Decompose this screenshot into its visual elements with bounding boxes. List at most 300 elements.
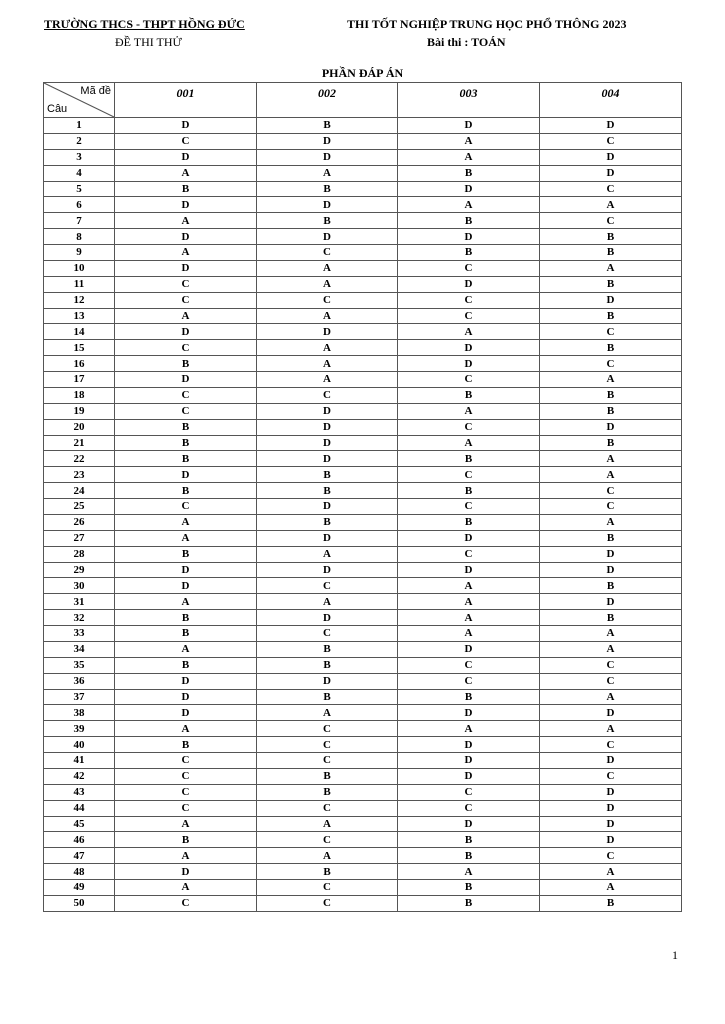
table-row	[44, 689, 682, 705]
corner-label-question: Câu	[47, 103, 68, 115]
school-name: TRƯỜNG THCS - THPT HỒNG ĐỨC	[44, 17, 245, 31]
answer-cell: A	[540, 721, 682, 737]
answer-cell: C	[398, 308, 540, 324]
answer-cell: B	[398, 245, 540, 261]
answer-cell: B	[540, 578, 682, 594]
answer-cell: C	[540, 499, 682, 515]
answer-cell: D	[257, 562, 398, 578]
table-row	[44, 213, 682, 229]
table-row	[44, 149, 682, 165]
question-number: 22	[44, 451, 115, 467]
page-number: 1	[672, 948, 678, 962]
answer-cell: A	[115, 880, 257, 896]
answer-cell: A	[398, 324, 540, 340]
answer-cell: A	[115, 594, 257, 610]
answer-cell: A	[398, 578, 540, 594]
answer-cell: D	[115, 689, 257, 705]
answer-cell: C	[257, 626, 398, 642]
answer-cell: D	[257, 419, 398, 435]
answer-cell: C	[115, 895, 257, 911]
answer-cell: C	[115, 403, 257, 419]
answer-cell: C	[398, 546, 540, 562]
answer-cell: A	[257, 372, 398, 388]
answer-cell: D	[540, 753, 682, 769]
answer-cell: D	[398, 118, 540, 134]
answer-cell: C	[540, 673, 682, 689]
question-number: 16	[44, 356, 115, 372]
question-number: 48	[44, 864, 115, 880]
answer-cell: D	[540, 832, 682, 848]
question-number: 15	[44, 340, 115, 356]
question-number: 20	[44, 419, 115, 435]
answer-cell: B	[540, 308, 682, 324]
code-header: 002	[257, 83, 398, 118]
table-row	[44, 768, 682, 784]
answer-cell: A	[257, 276, 398, 292]
answer-cell: A	[115, 816, 257, 832]
answer-cell: A	[540, 260, 682, 276]
table-row	[44, 356, 682, 372]
question-number: 30	[44, 578, 115, 594]
answer-cell: B	[257, 641, 398, 657]
answer-cell: B	[115, 737, 257, 753]
answer-cell: B	[398, 213, 540, 229]
question-number: 26	[44, 514, 115, 530]
answer-cell: C	[257, 880, 398, 896]
answer-cell: B	[115, 546, 257, 562]
table-row	[44, 816, 682, 832]
table-row	[44, 403, 682, 419]
table-row	[44, 832, 682, 848]
table-row	[44, 562, 682, 578]
table-row	[44, 308, 682, 324]
answer-cell: A	[540, 451, 682, 467]
section-title: PHẦN ĐÁP ÁN	[321, 66, 404, 80]
exam-type: ĐỀ THI THỬ	[115, 35, 182, 49]
question-number: 5	[44, 181, 115, 197]
answer-cell: C	[257, 721, 398, 737]
answer-cell: C	[540, 324, 682, 340]
answer-cell: C	[540, 181, 682, 197]
table-row	[44, 499, 682, 515]
table-row	[44, 594, 682, 610]
table-row	[44, 229, 682, 245]
answer-cell: B	[257, 181, 398, 197]
answer-cell: B	[115, 435, 257, 451]
table-row	[44, 245, 682, 261]
question-number: 21	[44, 435, 115, 451]
answer-cell: C	[398, 499, 540, 515]
answer-cell: B	[398, 451, 540, 467]
answer-cell: D	[115, 864, 257, 880]
answer-cell: D	[257, 324, 398, 340]
answer-cell: D	[115, 229, 257, 245]
answer-cell: D	[398, 705, 540, 721]
answer-cell: D	[257, 403, 398, 419]
table-row	[44, 895, 682, 911]
answer-cell: D	[540, 118, 682, 134]
answer-cell: C	[257, 832, 398, 848]
answer-cell: B	[257, 514, 398, 530]
answer-cell: B	[540, 276, 682, 292]
table-row	[44, 800, 682, 816]
answer-cell: D	[540, 816, 682, 832]
question-number: 33	[44, 626, 115, 642]
question-number: 18	[44, 387, 115, 403]
answer-cell: A	[257, 816, 398, 832]
answer-cell: D	[540, 546, 682, 562]
answer-cell: B	[398, 880, 540, 896]
table-row	[44, 848, 682, 864]
table-row	[44, 610, 682, 626]
table-row	[44, 578, 682, 594]
answer-cell: A	[115, 165, 257, 181]
answer-cell: B	[115, 626, 257, 642]
answer-cell: B	[115, 832, 257, 848]
answer-cell: D	[540, 800, 682, 816]
answer-cell: D	[540, 149, 682, 165]
question-number: 43	[44, 784, 115, 800]
answer-cell: C	[540, 483, 682, 499]
answer-cell: D	[257, 149, 398, 165]
answer-cell: D	[115, 372, 257, 388]
answer-cell: C	[257, 245, 398, 261]
table-row	[44, 864, 682, 880]
answer-cell: A	[398, 626, 540, 642]
answer-cell: A	[540, 641, 682, 657]
table-row	[44, 514, 682, 530]
question-number: 2	[44, 133, 115, 149]
question-number: 37	[44, 689, 115, 705]
answer-cell: D	[398, 340, 540, 356]
answer-cell: A	[398, 197, 540, 213]
answer-body	[44, 118, 682, 912]
answer-cell: A	[398, 864, 540, 880]
table-row	[44, 721, 682, 737]
question-number: 35	[44, 657, 115, 673]
question-number: 40	[44, 737, 115, 753]
answer-key-table	[43, 82, 682, 912]
answer-cell: C	[115, 340, 257, 356]
table-row	[44, 673, 682, 689]
question-number: 23	[44, 467, 115, 483]
answer-cell: A	[257, 340, 398, 356]
answer-cell: B	[257, 784, 398, 800]
question-number: 3	[44, 149, 115, 165]
answer-cell: B	[540, 895, 682, 911]
question-number: 42	[44, 768, 115, 784]
table-row	[44, 165, 682, 181]
answer-cell: D	[115, 260, 257, 276]
answer-cell: D	[398, 530, 540, 546]
answer-cell: C	[540, 737, 682, 753]
answer-cell: D	[398, 181, 540, 197]
question-number: 38	[44, 705, 115, 721]
table-row	[44, 372, 682, 388]
table-row	[44, 753, 682, 769]
table-row	[44, 292, 682, 308]
answer-cell: A	[398, 149, 540, 165]
question-number: 49	[44, 880, 115, 896]
answer-cell: A	[257, 594, 398, 610]
question-number: 10	[44, 260, 115, 276]
answer-cell: B	[540, 387, 682, 403]
answer-cell: B	[257, 213, 398, 229]
answer-cell: B	[257, 768, 398, 784]
answer-cell: C	[540, 848, 682, 864]
answer-cell: B	[115, 356, 257, 372]
exam-title: THI TỐT NGHIỆP TRUNG HỌC PHỔ THÔNG 2023	[347, 17, 627, 31]
table-row	[44, 435, 682, 451]
answer-cell: C	[257, 578, 398, 594]
answer-cell: C	[398, 657, 540, 673]
answer-cell: D	[115, 149, 257, 165]
answer-cell: C	[540, 356, 682, 372]
answer-cell: B	[257, 467, 398, 483]
table-row	[44, 657, 682, 673]
table-row	[44, 784, 682, 800]
answer-cell: C	[398, 419, 540, 435]
answer-cell: A	[540, 689, 682, 705]
answer-cell: C	[257, 753, 398, 769]
answer-cell: A	[398, 594, 540, 610]
question-number: 41	[44, 753, 115, 769]
answer-cell: A	[115, 530, 257, 546]
answer-cell: C	[398, 784, 540, 800]
question-number: 32	[44, 610, 115, 626]
answer-cell: C	[398, 673, 540, 689]
question-number: 39	[44, 721, 115, 737]
answer-cell: B	[540, 610, 682, 626]
answer-cell: B	[115, 181, 257, 197]
answer-cell: C	[115, 133, 257, 149]
table-row	[44, 419, 682, 435]
answer-cell: B	[540, 530, 682, 546]
answer-cell: D	[540, 594, 682, 610]
answer-cell: D	[540, 165, 682, 181]
answer-cell: A	[540, 864, 682, 880]
answer-cell: D	[398, 276, 540, 292]
answer-cell: C	[115, 800, 257, 816]
answer-cell: D	[115, 467, 257, 483]
question-number: 13	[44, 308, 115, 324]
question-number: 7	[44, 213, 115, 229]
answer-cell: D	[257, 530, 398, 546]
answer-cell: D	[540, 419, 682, 435]
question-number: 11	[44, 276, 115, 292]
answer-cell: C	[398, 260, 540, 276]
table-row	[44, 626, 682, 642]
answer-cell: B	[398, 895, 540, 911]
answer-cell: D	[540, 562, 682, 578]
answer-cell: A	[257, 260, 398, 276]
corner-cell	[44, 83, 115, 118]
answer-cell: D	[398, 753, 540, 769]
answer-cell: A	[115, 641, 257, 657]
answer-cell: C	[398, 800, 540, 816]
question-number: 27	[44, 530, 115, 546]
answer-cell: A	[540, 514, 682, 530]
answer-cell: A	[257, 308, 398, 324]
answer-cell: D	[398, 229, 540, 245]
answer-cell: C	[115, 292, 257, 308]
answer-cell: C	[540, 213, 682, 229]
question-number: 24	[44, 483, 115, 499]
answer-cell: D	[257, 229, 398, 245]
answer-cell: A	[398, 610, 540, 626]
answer-cell: B	[540, 435, 682, 451]
answer-cell: C	[115, 387, 257, 403]
answer-cell: B	[257, 657, 398, 673]
table-row	[44, 880, 682, 896]
answer-cell: D	[257, 499, 398, 515]
answer-cell: D	[398, 816, 540, 832]
question-number: 17	[44, 372, 115, 388]
answer-cell: A	[540, 372, 682, 388]
table-row	[44, 133, 682, 149]
answer-cell: D	[398, 562, 540, 578]
answer-cell: C	[540, 768, 682, 784]
answer-cell: D	[115, 324, 257, 340]
question-number: 47	[44, 848, 115, 864]
answer-cell: B	[398, 514, 540, 530]
answer-cell: C	[115, 499, 257, 515]
answer-cell: A	[540, 197, 682, 213]
answer-cell: D	[115, 578, 257, 594]
answer-cell: D	[540, 784, 682, 800]
answer-cell: A	[540, 626, 682, 642]
question-number: 45	[44, 816, 115, 832]
table-row	[44, 483, 682, 499]
answer-cell: A	[115, 848, 257, 864]
answer-cell: A	[398, 133, 540, 149]
answer-cell: A	[398, 435, 540, 451]
table-row	[44, 530, 682, 546]
table-row	[44, 324, 682, 340]
question-number: 29	[44, 562, 115, 578]
answer-cell: C	[540, 657, 682, 673]
answer-cell: A	[257, 546, 398, 562]
question-number: 19	[44, 403, 115, 419]
answer-cell: C	[398, 292, 540, 308]
answer-cell: A	[540, 880, 682, 896]
answer-cell: C	[257, 292, 398, 308]
code-header: 001	[115, 83, 257, 118]
answer-cell: B	[398, 387, 540, 403]
code-header: 004	[540, 83, 682, 118]
answer-cell: B	[257, 864, 398, 880]
answer-cell: D	[115, 673, 257, 689]
answer-cell: A	[115, 245, 257, 261]
answer-cell: B	[115, 610, 257, 626]
answer-cell: B	[398, 483, 540, 499]
question-number: 1	[44, 118, 115, 134]
question-number: 12	[44, 292, 115, 308]
question-number: 8	[44, 229, 115, 245]
table-row	[44, 467, 682, 483]
answer-cell: D	[398, 768, 540, 784]
table-row	[44, 340, 682, 356]
answer-cell: B	[398, 848, 540, 864]
question-number: 34	[44, 641, 115, 657]
table-row	[44, 260, 682, 276]
answer-cell: D	[257, 197, 398, 213]
answer-cell: C	[257, 737, 398, 753]
question-number: 46	[44, 832, 115, 848]
answer-cell: A	[115, 721, 257, 737]
answer-cell: D	[115, 562, 257, 578]
corner-label-code: Mã đề	[80, 85, 111, 97]
question-number: 9	[44, 245, 115, 261]
question-number: 14	[44, 324, 115, 340]
answer-cell: C	[398, 372, 540, 388]
answer-cell: C	[115, 768, 257, 784]
answer-cell: B	[398, 832, 540, 848]
answer-cell: C	[115, 753, 257, 769]
answer-cell: D	[257, 610, 398, 626]
question-number: 31	[44, 594, 115, 610]
table-row	[44, 387, 682, 403]
answer-cell: D	[540, 292, 682, 308]
question-number: 50	[44, 895, 115, 911]
answer-cell: B	[540, 229, 682, 245]
answer-cell: A	[398, 403, 540, 419]
answer-cell: B	[540, 340, 682, 356]
table-row	[44, 197, 682, 213]
answer-cell: C	[257, 895, 398, 911]
answer-cell: A	[115, 308, 257, 324]
answer-cell: D	[257, 133, 398, 149]
exam-subject: Bài thi : TOÁN	[427, 35, 506, 49]
table-row	[44, 276, 682, 292]
table-row	[44, 705, 682, 721]
answer-cell: B	[398, 165, 540, 181]
answer-cell: C	[398, 467, 540, 483]
answer-cell: D	[257, 451, 398, 467]
question-number: 28	[44, 546, 115, 562]
answer-cell: B	[257, 118, 398, 134]
answer-cell: D	[115, 197, 257, 213]
answer-cell: B	[115, 451, 257, 467]
answer-cell: D	[257, 435, 398, 451]
answer-cell: B	[257, 689, 398, 705]
answer-cell: A	[257, 705, 398, 721]
answer-cell: A	[540, 467, 682, 483]
table-row	[44, 737, 682, 753]
answer-cell: B	[115, 419, 257, 435]
answer-cell: D	[257, 673, 398, 689]
answer-cell: A	[257, 356, 398, 372]
answer-cell: C	[115, 276, 257, 292]
answer-cell: D	[398, 641, 540, 657]
table-row	[44, 546, 682, 562]
answer-cell: A	[257, 165, 398, 181]
answer-cell: A	[115, 213, 257, 229]
table-row	[44, 641, 682, 657]
answer-cell: A	[398, 721, 540, 737]
answer-cell: B	[540, 403, 682, 419]
answer-cell: C	[257, 800, 398, 816]
answer-cell: C	[257, 387, 398, 403]
code-header: 003	[398, 83, 540, 118]
question-number: 4	[44, 165, 115, 181]
answer-cell: B	[115, 657, 257, 673]
answer-cell: C	[115, 784, 257, 800]
answer-cell: B	[398, 689, 540, 705]
answer-cell: B	[115, 483, 257, 499]
table-header-row	[44, 83, 682, 118]
table-row	[44, 451, 682, 467]
